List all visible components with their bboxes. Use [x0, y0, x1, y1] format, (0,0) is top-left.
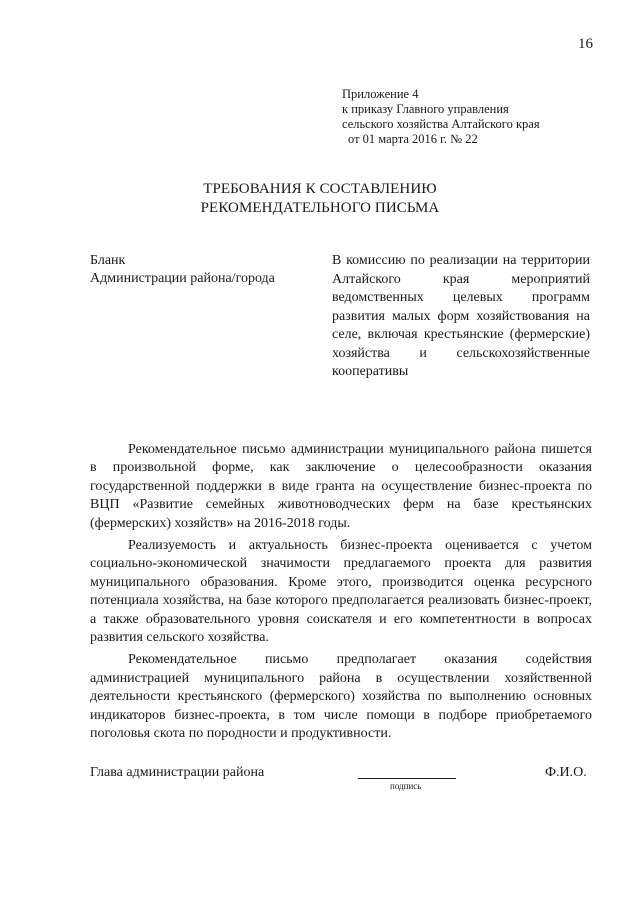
signature-line	[358, 778, 456, 779]
signature-caption: подпись	[390, 781, 422, 791]
sender-block	[90, 252, 275, 288]
appendix-line: сельского хозяйства Алтайского края	[342, 117, 540, 131]
addressee-block: В комиссию по реализации на территории Алтайского края мероприятий ведомственных целевых программ развития малых форм хозяйствования на селе, включая крестьянские (фермерские) хозяйства и сельскохозяйственные кооперативы	[332, 253, 590, 379]
paragraph: Рекомендательное письмо предполагает оказания содействия администрацией муниципального района в осуществлении хозяйственной деятельности крестьянского (фермерского) хозяйства по выполнению основных индикаторов бизнес-проекта, в том числе помощи в подборе приобретаемого поголовья скота по породности и продуктивности.	[90, 652, 592, 742]
appendix-line: от 01 марта 2016 г. № 22	[348, 132, 478, 146]
appendix-line: Приложение 4	[342, 87, 419, 101]
appendix-reference	[342, 87, 540, 147]
paragraph: Реализуемость и актуальность бизнес-проекта оценивается с учетом социально-экономической значимости предлагаемого проекта для развития муниципального образования. Кроме этого, производится оценка ресурсного потенциала хозяйства, на базе которого предполагается реализовать бизнес-проект, а также образовательного уровня соискателя и его компетентности в вопросах развития сельского хозяйства.	[90, 538, 592, 646]
paragraph: Рекомендательное письмо администрации муниципального района пишется в произвольной форме, как заключение о целесообразности оказания государственной поддержки в виде гранта на осуществление бизнес-проекта по ВЦП «Развитие семейных животноводческих ферм на базе крестьянских (фермерских) хозяйств» на 2016-2018 годы.	[90, 442, 592, 531]
sender-line: Администрации района/города	[90, 271, 275, 286]
signatory-name: Ф.И.О.	[545, 765, 587, 780]
signatory-title: Глава администрации района	[90, 765, 265, 780]
document-title: ТРЕБОВАНИЯ К СОСТАВЛЕНИЮ РЕКОМЕНДАТЕЛЬНОГО ПИСЬМА	[200, 181, 440, 216]
sender-line: Бланк	[90, 253, 126, 268]
body-text	[90, 441, 592, 748]
appendix-line: к приказу Главного управления	[342, 102, 509, 116]
page-number: 16	[578, 36, 593, 52]
